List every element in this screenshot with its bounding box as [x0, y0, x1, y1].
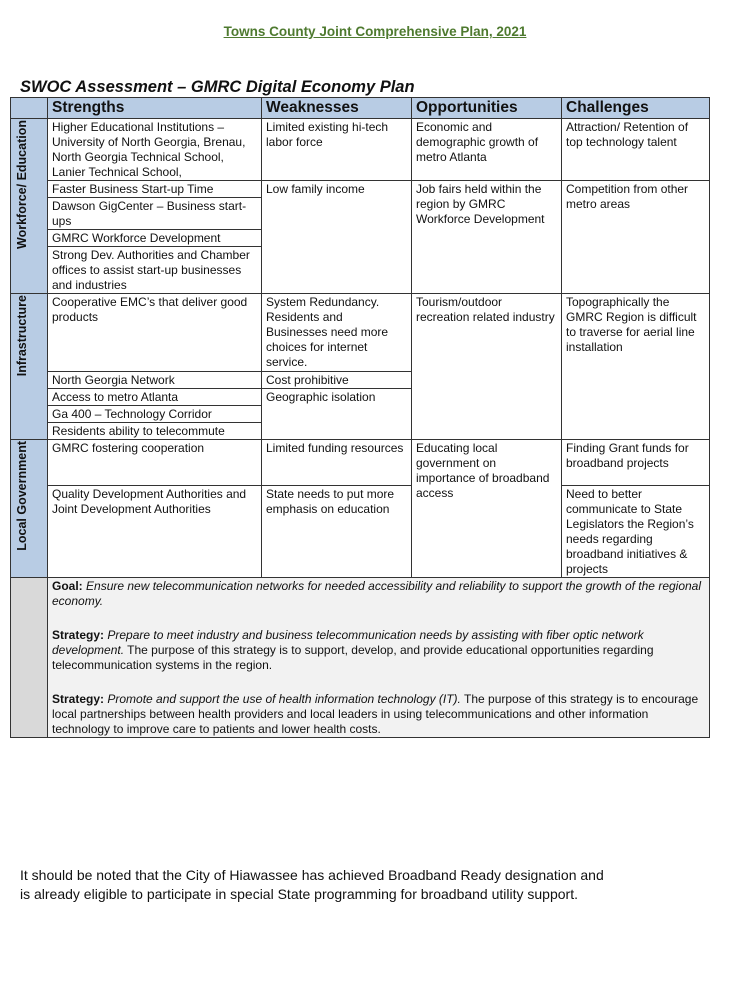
- table-cell: Higher Educational Institutions – University of North Georgia, Brenau, North Georgia Technical School, Lanier Technical School,: [48, 119, 262, 181]
- strategy-text: The purpose of this strategy is to support, develop, and provide educational opportunities regarding telecommunication systems in the region.: [52, 643, 654, 672]
- table-cell: Finding Grant funds for broadband projects: [562, 440, 710, 486]
- table-row: [11, 440, 710, 486]
- table-cell: Competition from other metro areas: [562, 181, 710, 294]
- table-cell: State needs to put more emphasis on education: [262, 486, 412, 578]
- table-cell: Cooperative EMC’s that deliver good products: [48, 294, 262, 372]
- table-cell: Access to metro Atlanta: [48, 389, 262, 406]
- section-label-workforce: [11, 119, 48, 294]
- swoc-table: [10, 97, 710, 738]
- table-cell: Faster Business Start-up Time: [48, 181, 262, 198]
- table-cell: Limited funding resources: [262, 440, 412, 486]
- table-cell: Residents ability to telecommute: [48, 423, 262, 440]
- table-row: [11, 294, 710, 372]
- column-header-challenges: Challenges: [562, 98, 710, 119]
- goal-paragraph: [52, 579, 705, 609]
- section-label-text: Infrastructure: [15, 295, 29, 377]
- table-cell: Attraction/ Retention of top technology talent: [562, 119, 710, 181]
- table-row: [11, 181, 710, 198]
- table-cell: Topographically the GMRC Region is difficult to traverse for aerial line installation: [562, 294, 710, 440]
- table-cell: Strong Dev. Authorities and Chamber offices to assist start-up businesses and industries: [48, 247, 262, 294]
- section-label-local-government: [11, 440, 48, 578]
- section-label-infrastructure: [11, 294, 48, 440]
- strategy-text: The purpose of this strategy is to encourage local partnerships between health providers and local leaders in using telecommunications and other information technology to improve care to patients and lower health costs.: [52, 692, 699, 736]
- note-line: It should be noted that the City of Hiawassee has achieved Broadband Ready designation and: [20, 867, 604, 883]
- document-header-title: Towns County Joint Comprehensive Plan, 2021: [223, 24, 527, 39]
- table-cell: Quality Development Authorities and Joint Development Authorities: [48, 486, 262, 578]
- table-row: [11, 486, 710, 578]
- swoc-table-wrapper: [10, 97, 709, 738]
- table-cell: Limited existing hi-tech labor force: [262, 119, 412, 181]
- column-header-opportunities: Opportunities: [412, 98, 562, 119]
- table-cell: GMRC fostering cooperation: [48, 440, 262, 486]
- table-cell: Low family income: [262, 181, 412, 294]
- table-cell: Tourism/outdoor recreation related industry: [412, 294, 562, 440]
- table-cell: System Redundancy. Residents and Businesses need more choices for internet service.: [262, 294, 412, 372]
- goal-strategy-cell: [48, 578, 710, 738]
- note-line: is already eligible to participate in special State programming for broadband utility support.: [20, 886, 578, 902]
- goal-label: Goal:: [52, 579, 83, 593]
- strategy-italic-text: Promote and support the use of health information technology (IT).: [107, 692, 461, 706]
- section-label-text: Workforce/ Education: [15, 120, 29, 249]
- strategy-label: Strategy:: [52, 628, 105, 642]
- table-title: SWOC Assessment – GMRC Digital Economy Plan: [20, 78, 415, 96]
- table-cell: Cost prohibitive: [262, 372, 412, 389]
- table-cell: GMRC Workforce Development: [48, 230, 262, 247]
- table-cell: Economic and demographic growth of metro Atlanta: [412, 119, 562, 181]
- column-header-strengths: Strengths: [48, 98, 262, 119]
- goal-strategy-row: [11, 578, 710, 738]
- table-cell: Need to better communicate to State Legislators the Region’s needs regarding broadband initiatives & projects: [562, 486, 710, 578]
- header-corner: [11, 98, 48, 119]
- table-cell: Dawson GigCenter – Business start-ups: [48, 198, 262, 230]
- table-cell: North Georgia Network: [48, 372, 262, 389]
- table-cell: Ga 400 – Technology Corridor: [48, 406, 262, 423]
- table-cell: Job fairs held within the region by GMRC Workforce Development: [412, 181, 562, 294]
- strategy-italic-text: Prepare to meet industry and business telecommunication needs by assisting with fiber optic network development.: [52, 628, 644, 657]
- column-header-weaknesses: Weaknesses: [262, 98, 412, 119]
- strategy-label: Strategy:: [52, 692, 105, 706]
- broadband-note: [20, 866, 720, 904]
- table-header-row: [11, 98, 710, 119]
- goal-text: Ensure new telecommunication networks for needed accessibility and reliability to support the growth of the regional economy.: [52, 579, 702, 608]
- goal-side-cell: [11, 578, 48, 738]
- strategy-paragraph: [52, 692, 705, 737]
- section-label-text: Local Government: [15, 441, 29, 551]
- strategy-paragraph: [52, 628, 705, 673]
- table-cell: Geographic isolation: [262, 389, 412, 440]
- table-cell: Educating local government on importance of broadband access: [412, 440, 562, 578]
- table-row: [11, 119, 710, 181]
